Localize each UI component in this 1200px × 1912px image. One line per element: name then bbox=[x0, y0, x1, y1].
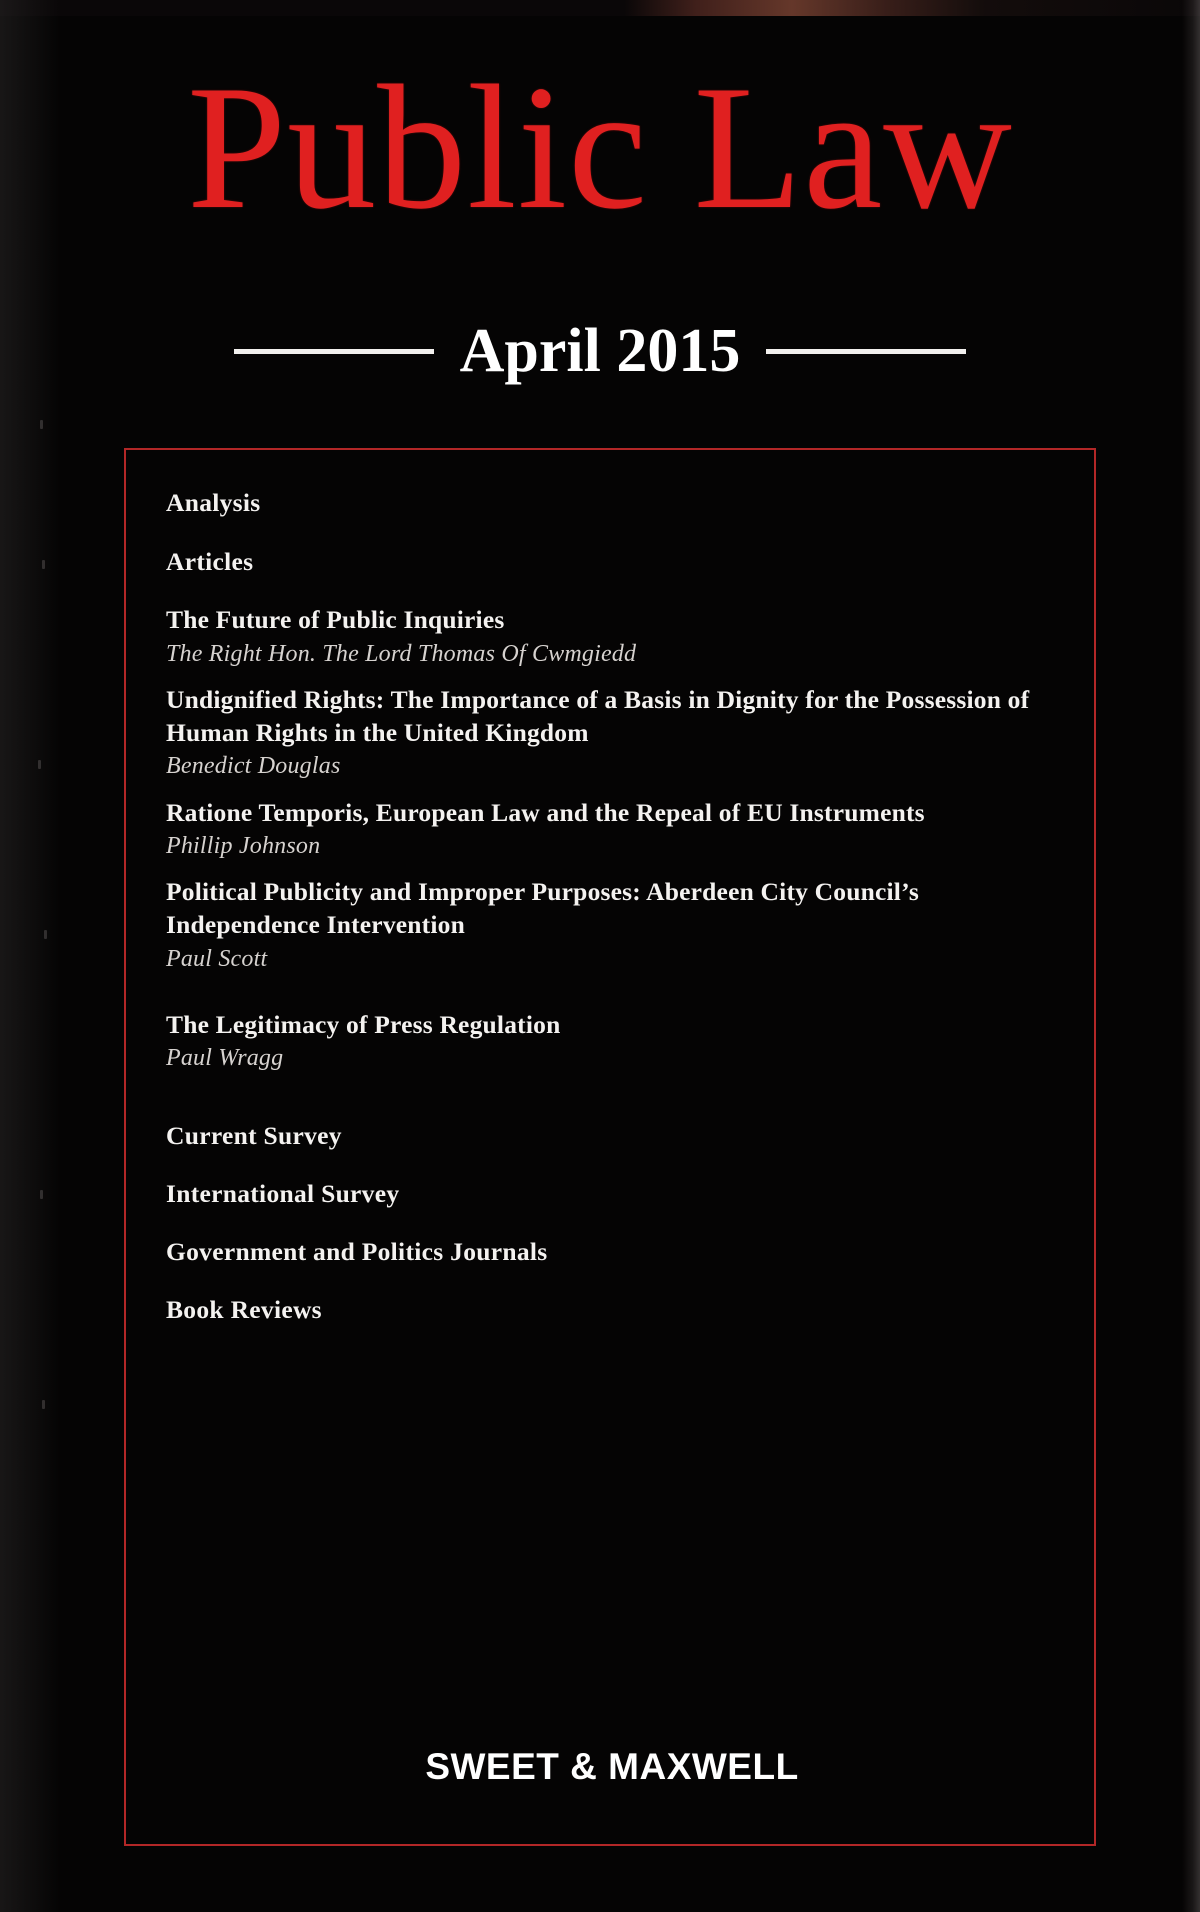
contents-panel bbox=[124, 448, 1096, 1846]
journal-title: Public Law bbox=[187, 48, 1013, 246]
section-current-survey[interactable]: Current Survey bbox=[166, 1120, 342, 1150]
article-title: Political Publicity and Improper Purposes: Aberdeen City Council’s Independence Intervention bbox=[166, 877, 919, 939]
article-title: Ratione Temporis, European Law and the Repeal of EU Instruments bbox=[166, 797, 925, 827]
article-entry[interactable] bbox=[166, 604, 1058, 670]
scan-speckle bbox=[40, 1190, 43, 1199]
scan-edge-left bbox=[0, 0, 60, 1912]
article-title: The Future of Public Inquiries bbox=[166, 605, 505, 635]
article-author: Paul Scott bbox=[166, 945, 268, 972]
scan-speckle bbox=[38, 760, 41, 769]
rule-right bbox=[766, 349, 966, 354]
article-entry[interactable] bbox=[166, 1009, 1058, 1075]
article-title: Undignified Rights: The Importance of a Basis in Dignity for the Possession of Human Rights in the United Kingdom bbox=[166, 685, 1030, 747]
article-author: Benedict Douglas bbox=[166, 753, 341, 780]
scan-speckle bbox=[42, 560, 45, 569]
scan-edge-right bbox=[1182, 0, 1200, 1912]
scan-speckle bbox=[40, 420, 43, 429]
article-entry[interactable] bbox=[166, 797, 1058, 863]
scan-edge-top bbox=[0, 0, 1200, 16]
rule-left bbox=[234, 349, 434, 354]
article-entry[interactable] bbox=[166, 684, 1058, 782]
publisher-name: SWEET & MAXWELL bbox=[425, 1746, 799, 1787]
section-articles[interactable]: Articles bbox=[166, 547, 254, 577]
section-government-and-politics-journals[interactable]: Government and Politics Journals bbox=[166, 1236, 548, 1266]
article-author: The Right Hon. The Lord Thomas Of Cwmgiedd bbox=[166, 640, 637, 667]
article-title: The Legitimacy of Press Regulation bbox=[166, 1009, 561, 1039]
article-entry[interactable] bbox=[166, 876, 1058, 974]
article-author: Phillip Johnson bbox=[166, 833, 321, 860]
issue-date: April 2015 bbox=[459, 317, 741, 385]
section-international-survey[interactable]: International Survey bbox=[166, 1178, 400, 1208]
scan-speckle bbox=[44, 930, 47, 939]
contents-list bbox=[166, 486, 1058, 1351]
back-sections bbox=[166, 1119, 1058, 1327]
scan-speckle bbox=[42, 1400, 45, 1409]
issue-date-row bbox=[0, 317, 1200, 385]
article-author: Paul Wragg bbox=[166, 1045, 284, 1072]
section-book-reviews[interactable]: Book Reviews bbox=[166, 1295, 322, 1325]
section-analysis[interactable]: Analysis bbox=[166, 488, 261, 517]
